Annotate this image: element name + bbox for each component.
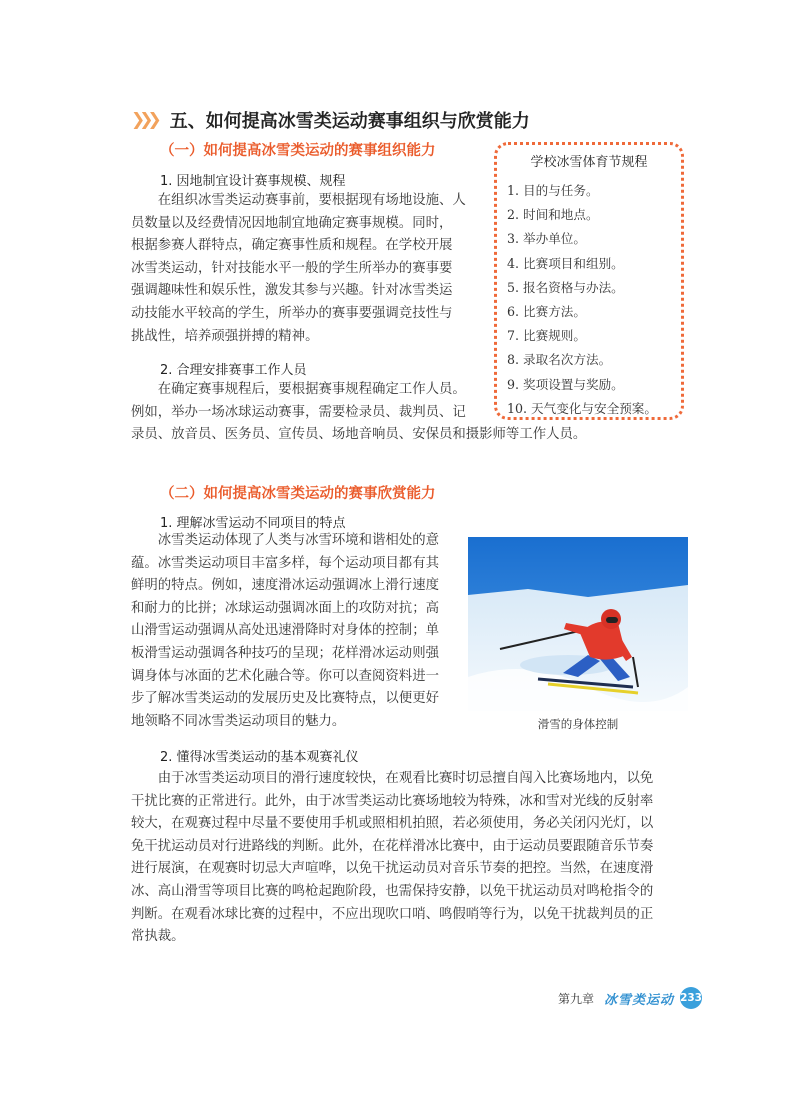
paragraph-line: 较大，在观赛过程中尽量不要使用手机或照相机拍照，若必须使用，务必关闭闪光灯，以	[131, 816, 654, 832]
paragraph-line: 和耐力的比拼；冰球运动强调冰面上的攻防对抗；高	[131, 600, 439, 616]
paragraph-line: 鲜明的特点。例如，速度滑冰运动强调冰上滑行速度	[131, 578, 439, 594]
page-number: 233	[680, 987, 702, 1009]
callout-item: 8. 录取名次方法。	[507, 352, 612, 368]
chevron-icon: ❯❯❯	[131, 110, 156, 130]
callout-title: 学校冰雪体育节规程	[530, 155, 648, 170]
section-heading	[131, 106, 530, 134]
part2-point2-paragraph	[131, 768, 701, 949]
paragraph-line: 板滑雪运动强调各种技巧的呈现；花样滑冰运动则强	[131, 645, 439, 661]
part1-point1-title: 1. 因地制宜设计赛事规模、规程	[160, 174, 346, 189]
paragraph-line: 冰、高山滑雪等项目比赛的鸣枪起跑阶段，也需保持安静，以免干扰运动员对鸣枪指令的	[131, 883, 654, 899]
paragraph-line: 判断。在观看冰球比赛的过程中，不应出现吹口哨、鸣假哨等行为，以免干扰裁判员的正	[131, 906, 654, 922]
paragraph-line: 例如，举办一场冰球运动赛事，需要检录员、裁判员、记	[131, 404, 466, 420]
callout-item: 1. 目的与任务。	[507, 183, 599, 198]
paragraph-line: 冰雪类运动，针对技能水平一般的学生所举办的赛事要	[131, 260, 453, 276]
part1-point1-paragraph	[131, 190, 491, 348]
paragraph-line: 进行展演，在观赛时切忌大声喧哗，以免干扰运动员对音乐节奏的把控。当然，在速度滑	[131, 861, 654, 877]
callout-item: 10. 天气变化与安全预案。	[507, 400, 657, 416]
paragraph-line: 常执裁。	[131, 929, 185, 945]
callout-list	[507, 179, 657, 421]
paragraph-line: 根据参赛人群特点，确定赛事性质和规程。在学校开展	[131, 238, 453, 254]
paragraph-line: 干扰比赛的正常进行。此外，由于冰雪类运动比赛场地较为特殊，冰和雪对光线的反射率	[131, 793, 654, 809]
callout-item: 3. 举办单位。	[507, 231, 586, 247]
paragraph-line: 员数量以及经费情况因地制宜地确定赛事规模。同时，	[131, 215, 453, 231]
paragraph-line: 蕴。冰雪类运动项目丰富多样，每个运动项目都有其	[131, 555, 439, 571]
callout-item: 6. 比赛方法。	[507, 304, 586, 320]
part1-heading: （一）如何提高冰雪类运动的赛事组织能力	[160, 143, 436, 159]
part2-point2-title: 2. 懂得冰雪类运动的基本观赛礼仪	[160, 750, 359, 765]
paragraph-line: 免干扰运动员对行进路线的判断。此外，在花样滑冰比赛中，由于运动员要跟随音乐节奏	[131, 838, 654, 854]
paragraph-line: 调身体与冰面的艺术化融合等。你可以查阅资料进一	[131, 668, 439, 684]
paragraph-line: 强调趣味性和娱乐性，激发其参与兴趣。针对冰雪类运	[131, 283, 453, 299]
skier-photo	[468, 537, 688, 711]
paragraph-line: 山滑雪运动强调从高处迅速滑降时对身体的控制；单	[131, 623, 439, 639]
paragraph-line: 地领略不同冰雪类运动项目的魅力。	[131, 713, 346, 729]
paragraph-line: 录员、放音员、医务员、宣传员、场地音响员、安保员和摄影师等工作人员。	[131, 427, 587, 443]
part2-point1-paragraph	[131, 530, 466, 733]
paragraph-line: 冰雪类运动体现了人类与冰雪环境和谐相处的意	[157, 533, 439, 548]
paragraph-line: 动技能水平较高的学生，所举办的赛事要强调竞技性与	[131, 305, 453, 321]
part1-point2-title: 2. 合理安排赛事工作人员	[160, 363, 307, 378]
callout-item: 4. 比赛项目和组别。	[507, 255, 624, 271]
callout-item: 2. 时间和地点。	[507, 207, 599, 223]
callout-item: 5. 报名资格与办法。	[507, 279, 624, 295]
paragraph-line: 步了解冰雪类运动的发展历史及比赛特点，以便更好	[131, 691, 439, 707]
footer-title: 冰雪类运动	[604, 992, 675, 1008]
paragraph-line: 挑战性，培养顽强拼搏的精神。	[131, 328, 319, 344]
callout-item: 9. 奖项设置与奖励。	[507, 376, 624, 392]
image-caption: 滑雪的身体控制	[537, 717, 619, 731]
sports-festival-rules-box	[494, 142, 684, 420]
footer-chapter: 第九章	[558, 991, 595, 1006]
part2-point1-title: 1. 理解冰雪运动不同项目的特点	[160, 516, 346, 531]
section-heading-text: 五、如何提高冰雪类运动赛事组织与欣赏能力	[169, 111, 530, 132]
paragraph-line: 由于冰雪类运动项目的滑行速度较快，在观看比赛时切忌擅自闯入比赛场地内，以免	[157, 771, 654, 786]
page-footer	[558, 987, 702, 1009]
paragraph-line: 在组织冰雪类运动赛事前，要根据现有场地设施、人	[157, 193, 466, 208]
paragraph-line: 在确定赛事规程后，要根据赛事规程确定工作人员。	[157, 382, 466, 397]
part2-heading: （二）如何提高冰雪类运动的赛事欣赏能力	[160, 486, 436, 502]
callout-item: 7. 比赛规则。	[507, 328, 586, 344]
